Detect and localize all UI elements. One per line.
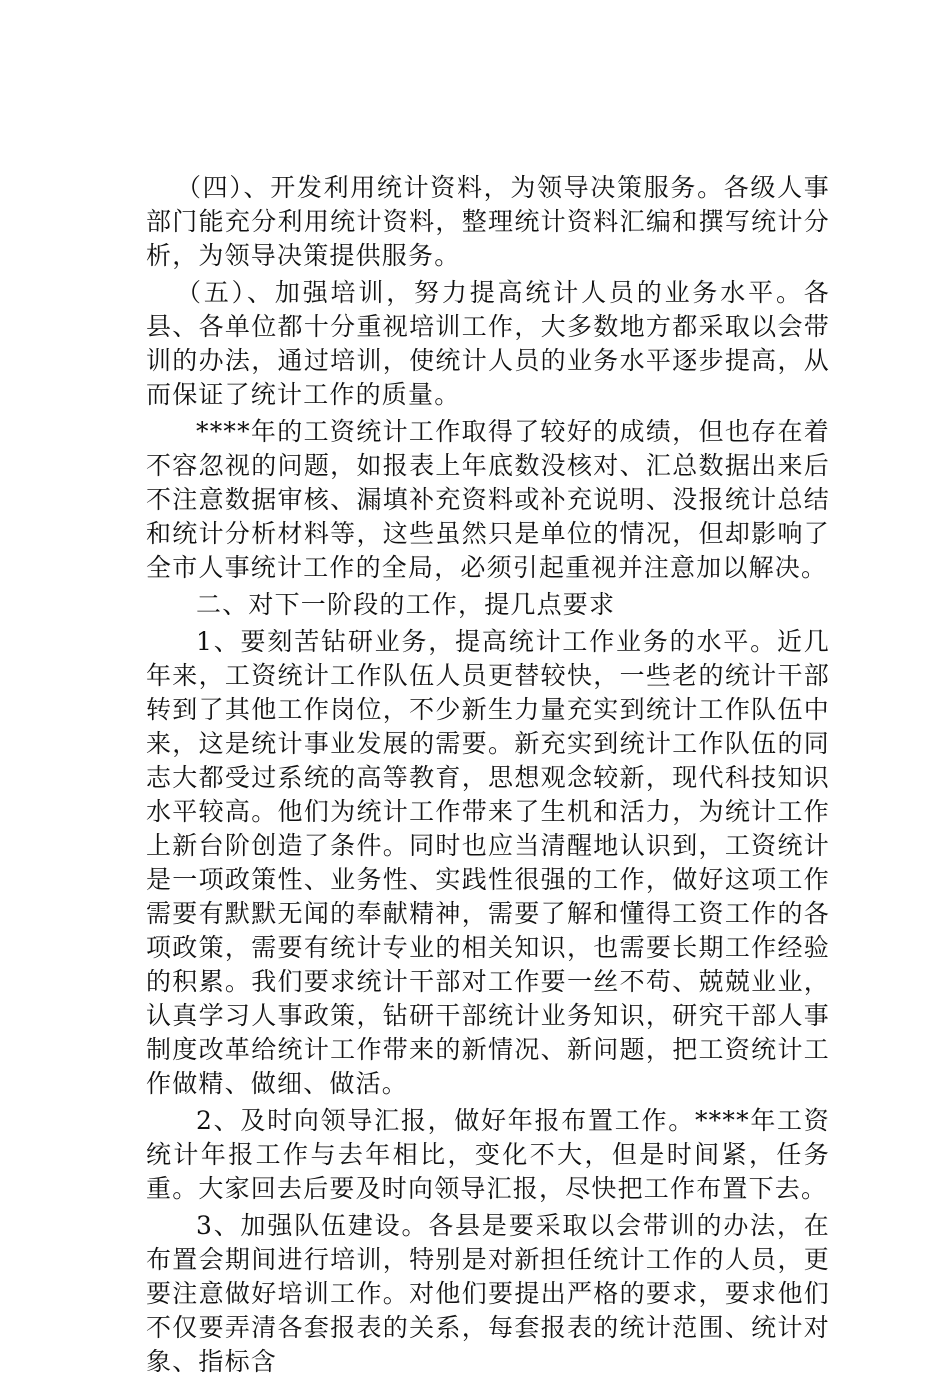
paragraph-problems: ****年的工资统计工作取得了较好的成绩，但也存在着不容忽视的问题，如报表上年底数没核对、汇总数据出来后不注意数据审核、漏填补充资料或补充说明、没报统计总结和统计分析材料等，这些虽然只是单位的情况，但却影响了全市人事统计工作的全局，必须引起重视并注意加以解决。 <box>146 417 830 582</box>
document-body <box>146 171 830 1382</box>
paragraph-requirement-1: 1、要刻苦钻研业务，提高统计工作业务的水平。近几年来，工资统计工作队伍人员更替较快，一些老的统计干部转到了其他工作岗位，不少新生力量充实到统计工作队伍中来，这是统计事业发展的需要。新充实到统计工作队伍的同志大都受过系统的高等教育，思想观念较新，现代科技知识水平较高。他们为统计工作带来了生机和活力，为统计工作上新台阶创造了条件。同时也应当清醒地认识到，工资统计是一项政策性、业务性、实践性很强的工作，做好这项工作需要有默默无闻的奉献精神，需要了解和懂得工资工作的各项政策，需要有统计专业的相关知识，也需要长期工作经验的积累。我们要求统计干部对工作要一丝不苟、兢兢业业，认真学习人事政策，钻研干部统计业务知识，研究干部人事制度改革给统计工作带来的新情况、新问题，把工资统计工作做精、做细、做活。 <box>146 627 830 1098</box>
paragraph-section-4: （四）、开发利用统计资料，为领导决策服务。各级人事部门能充分利用统计资料，整理统计资料汇编和撰写统计分析，为领导决策提供服务。 <box>146 173 830 270</box>
paragraph-requirement-2: 2、及时向领导汇报，做好年报布置工作。****年工资统计年报工作与去年相比，变化不大，但是时间紧，任务重。大家回去后要及时向领导汇报，尽快把工作布置下去。 <box>146 1106 830 1203</box>
paragraph-requirement-3: 3、加强队伍建设。各县是要采取以会带训的办法，在布置会期间进行培训，特别是对新担任统计工作的人员，更要注意做好培训工作。对他们要提出严格的要求，要求他们不仅要弄清各套报表的关系，每套报表的统计范围、统计对象、指标含 <box>146 1211 830 1376</box>
section-heading-requirements: 二、对下一阶段的工作，提几点要求 <box>196 590 616 619</box>
paragraph-section-5: （五）、加强培训，努力提高统计人员的业务水平。各县、各单位都十分重视培训工作，大多数地方都采取以会带训的办法，通过培训，使统计人员的业务水平逐步提高，从而保证了统计工作的质量。 <box>146 278 830 409</box>
